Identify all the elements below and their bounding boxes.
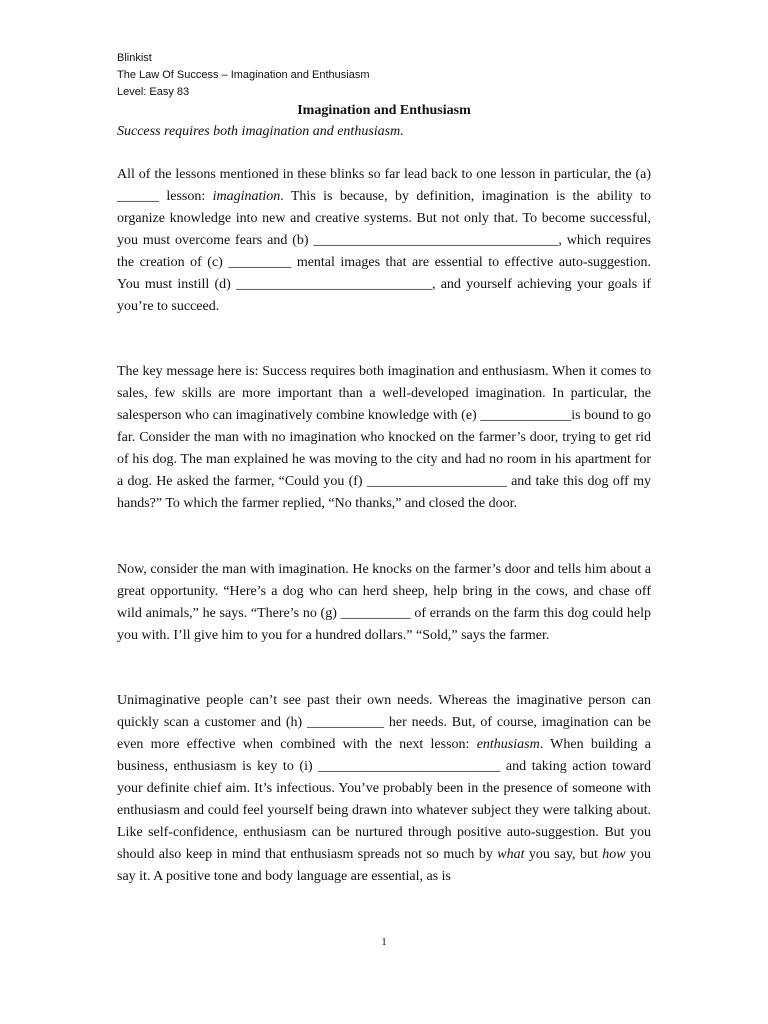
page-subtitle: Success requires both imagination and enthusiasm. xyxy=(117,124,404,139)
text-run: All of the lessons mentioned in these blinks so far lead back to one lesson in particular, the (a) xyxy=(117,167,651,182)
text-run: , which requires the creation of (c) xyxy=(117,233,651,270)
emphasis-how: how xyxy=(602,847,626,862)
blank-g: __________ xyxy=(340,606,411,621)
page-number: 1 xyxy=(381,936,387,948)
blank-e: _____________ xyxy=(480,408,572,423)
text-run: and take this dog off my hands?” To which the farmer replied, “No thanks,” and closed the door. xyxy=(117,474,651,511)
paragraph-2 xyxy=(117,361,651,515)
text-run: The key message here is: Success requires both imagination and enthusiasm. When it comes to sales, few skills are more important than a well-developed imagination. In particular, the salesperson who can imaginatively combine knowledge with (e) xyxy=(117,364,651,423)
text-run: Now, consider the man with imagination. He knocks on the farmer’s door and tells him about a great opportunity. “Here’s a dog who can herd sheep, help bring in the cows, and chase off wild animals,” he says. “There’s no (g) xyxy=(117,562,651,621)
header-level: Level: Easy 83 xyxy=(117,86,190,98)
blank-d: ____________________________ xyxy=(235,277,432,292)
page-title: Imagination and Enthusiasm xyxy=(297,103,471,118)
document-header xyxy=(117,50,370,101)
text-run: you say, but xyxy=(524,847,603,862)
emphasis-enthusiasm: enthusiasm xyxy=(476,737,540,752)
emphasis-imagination: imagination xyxy=(212,189,281,204)
emphasis-what: what xyxy=(497,847,525,862)
text-run: you say it. A positive tone and body language are essential, as is xyxy=(117,847,651,884)
text-run: and taking action toward your definite chief aim. It’s infectious. You’ve probably been in the presence of someone with enthusiasm and could feel yourself being drawn into whatever subject they were talking about. Like self-confidence, enthusiasm can be nurtured through positive auto-suggestion. But you should also keep in mind that enthusiasm spreads not so much by xyxy=(117,759,651,862)
blank-h: ___________ xyxy=(307,715,385,730)
text-run: lesson: xyxy=(159,189,213,204)
blank-i: __________________________ xyxy=(318,759,501,774)
text-run: , and yourself achieving your goals if you’re to succeed. xyxy=(117,277,651,314)
blank-c: _________ xyxy=(228,255,292,270)
paragraph-4 xyxy=(117,690,651,888)
text-run: . When building a business, enthusiasm is key to (i) xyxy=(117,737,651,774)
text-run: is bound to go far. Consider the man with no imagination who knocked on the farmer’s door, trying to get rid of his dog. The man explained he was moving to the city and had no room in his apartment for a dog. He asked the farmer, “Could you (f) xyxy=(117,408,652,489)
text-run: Unimaginative people can’t see past their own needs. Whereas the imaginative person can quickly scan a customer and (h) xyxy=(117,693,651,730)
paragraph-1 xyxy=(117,164,651,318)
header-source: Blinkist xyxy=(117,52,152,64)
text-run: . This is because, by definition, imagination is the ability to organize knowledge into new and creative systems. But not only that. To become successful, you must overcome fears and (b) xyxy=(117,189,652,248)
blank-a: ______ xyxy=(117,189,159,204)
header-book-title: The Law Of Success – Imagination and Enthusiasm xyxy=(117,69,370,81)
text-run: of errands on the farm this dog could help you with. I’ll give him to you for a hundred dollars.” “Sold,” says the farmer. xyxy=(117,606,652,643)
paragraph-3 xyxy=(117,559,651,647)
blank-f: ____________________ xyxy=(366,474,507,489)
text-run: her needs. But, of course, imagination can be even more effective when combined with the next lesson: xyxy=(117,715,651,752)
blank-b: ___________________________________ xyxy=(313,233,559,248)
text-run: mental images that are essential to effective auto-suggestion. You must instill (d) xyxy=(117,255,651,292)
